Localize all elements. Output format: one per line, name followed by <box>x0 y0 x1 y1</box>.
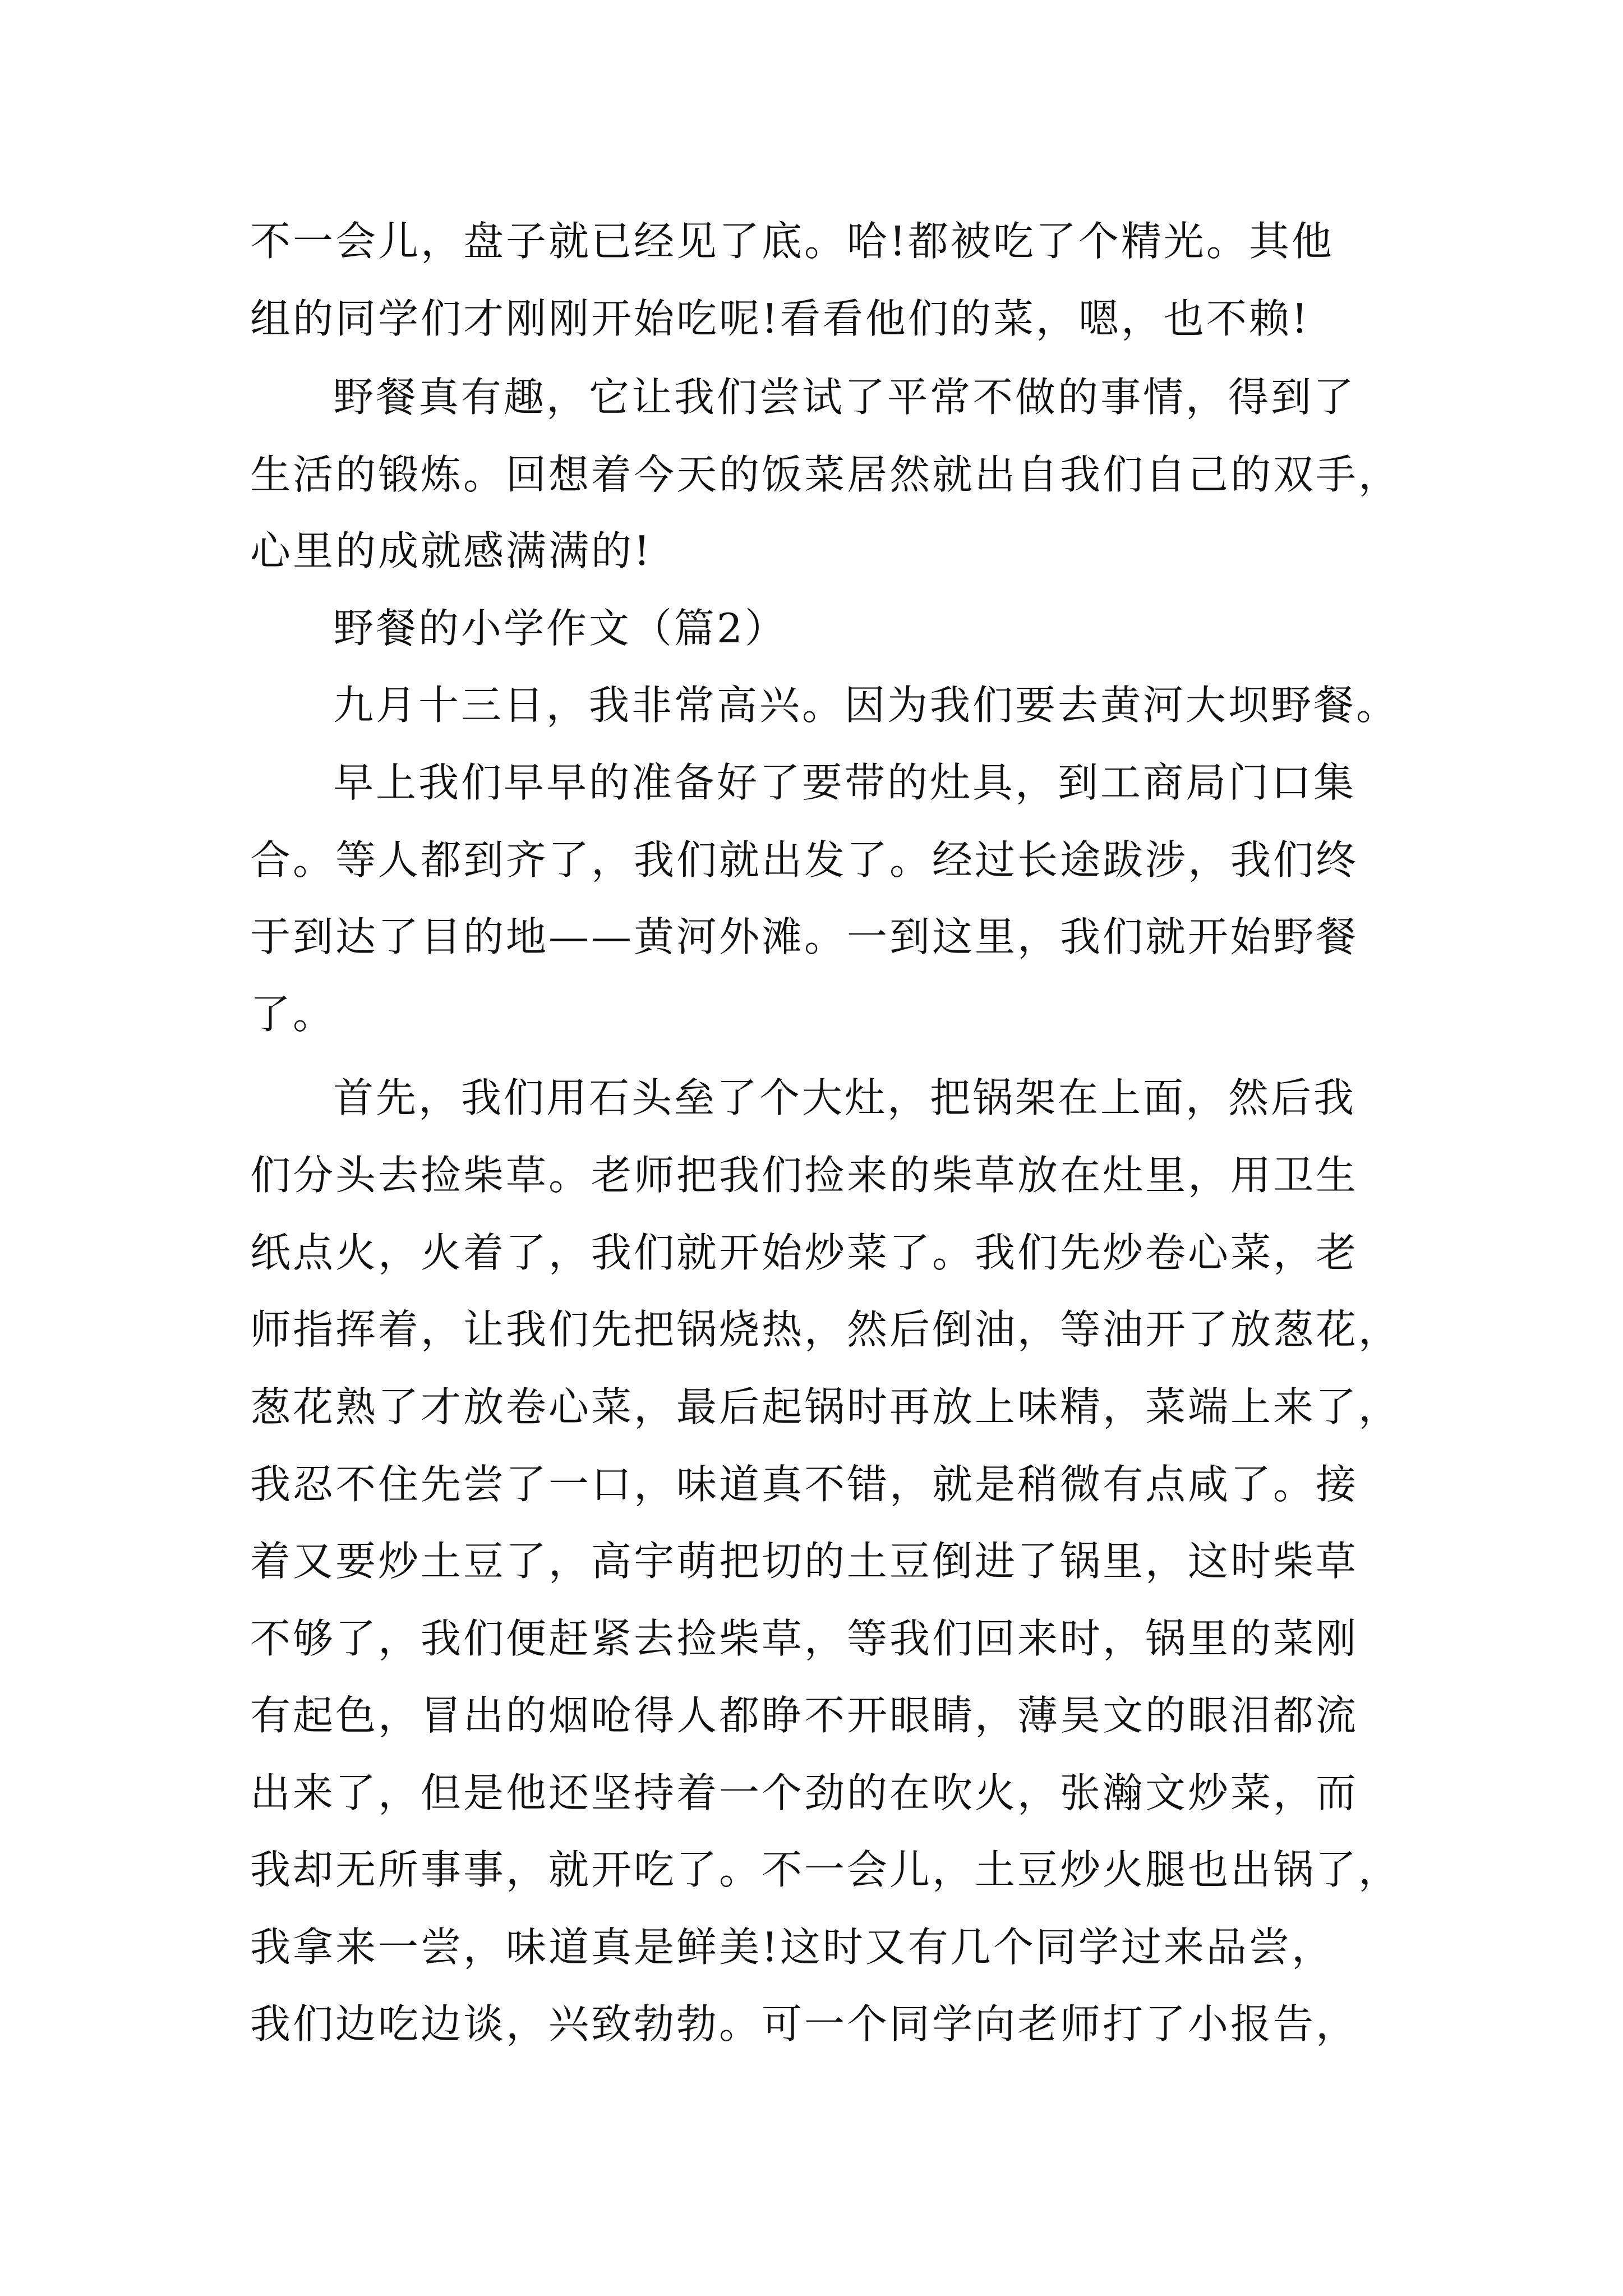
text-line: 出来了，但是他还坚持着一个劲的在吹火，张瀚文炒菜，而 <box>250 1769 1359 1816</box>
text-line: 合。等人都到齐了，我们就出发了。经过长途跋涉，我们终 <box>250 836 1359 884</box>
text-line: 首先，我们用石头垒了个大灶，把锅架在上面，然后我 <box>333 1074 1357 1121</box>
text-line: 了。 <box>250 991 336 1038</box>
text-line: 不一会儿，盘子就已经见了底。哈!都被吃了个精光。其他 <box>250 218 1334 265</box>
text-line: 不够了，我们便赶紧去捡柴草，等我们回来时，锅里的菜刚 <box>250 1615 1359 1662</box>
text-line: 生活的锻炼。回想着今天的饭菜居然就出自我们自己的双手， <box>250 451 1401 498</box>
text-line: 野餐真有趣，它让我们尝试了平常不做的事情，得到了 <box>333 374 1357 421</box>
text-line: 于到达了目的地——黄河外滩。一到这里，我们就开始野餐 <box>250 913 1359 960</box>
text-line: 有起色，冒出的烟呛得人都睁不开眼睛，薄昊文的眼泪都流 <box>250 1692 1359 1739</box>
text-line: 葱花熟了才放卷心菜，最后起锅时再放上味精，菜端上来了， <box>250 1383 1401 1430</box>
text-line: 早上我们早早的准备好了要带的灶具，到工商局门口集 <box>333 759 1357 806</box>
text-line: 心里的成就感满满的! <box>250 527 652 574</box>
text-line: 我们边吃边谈，兴致勃勃。可一个同学向老师打了小报告， <box>250 2000 1359 2047</box>
text-line: 我却无所事事，就开吃了。不一会儿，土豆炒火腿也出锅了， <box>250 1846 1401 1893</box>
section-heading: 野餐的小学作文（篇2） <box>333 605 787 652</box>
text-line: 组的同学们才刚刚开始吃呢!看看他们的菜，嗯，也不赖! <box>250 295 1310 342</box>
text-line: 纸点火，火着了，我们就开始炒菜了。我们先炒卷心菜，老 <box>250 1229 1359 1276</box>
text-line: 我忍不住先尝了一口，味道真不错，就是稍微有点咸了。接 <box>250 1461 1359 1508</box>
text-line: 我拿来一尝，味道真是鲜美!这时又有几个同学过来品尝， <box>250 1924 1334 1971</box>
text-line: 师指挥着，让我们先把锅烧热，然后倒油，等油开了放葱花， <box>250 1306 1401 1353</box>
text-line: 着又要炒土豆了，高宇萌把切的土豆倒进了锅里，这时柴草 <box>250 1538 1359 1585</box>
text-line: 们分头去捡柴草。老师把我们捡来的柴草放在灶里，用卫生 <box>250 1152 1359 1199</box>
text-line: 九月十三日，我非常高兴。因为我们要去黄河大坝野餐。 <box>333 682 1399 729</box>
